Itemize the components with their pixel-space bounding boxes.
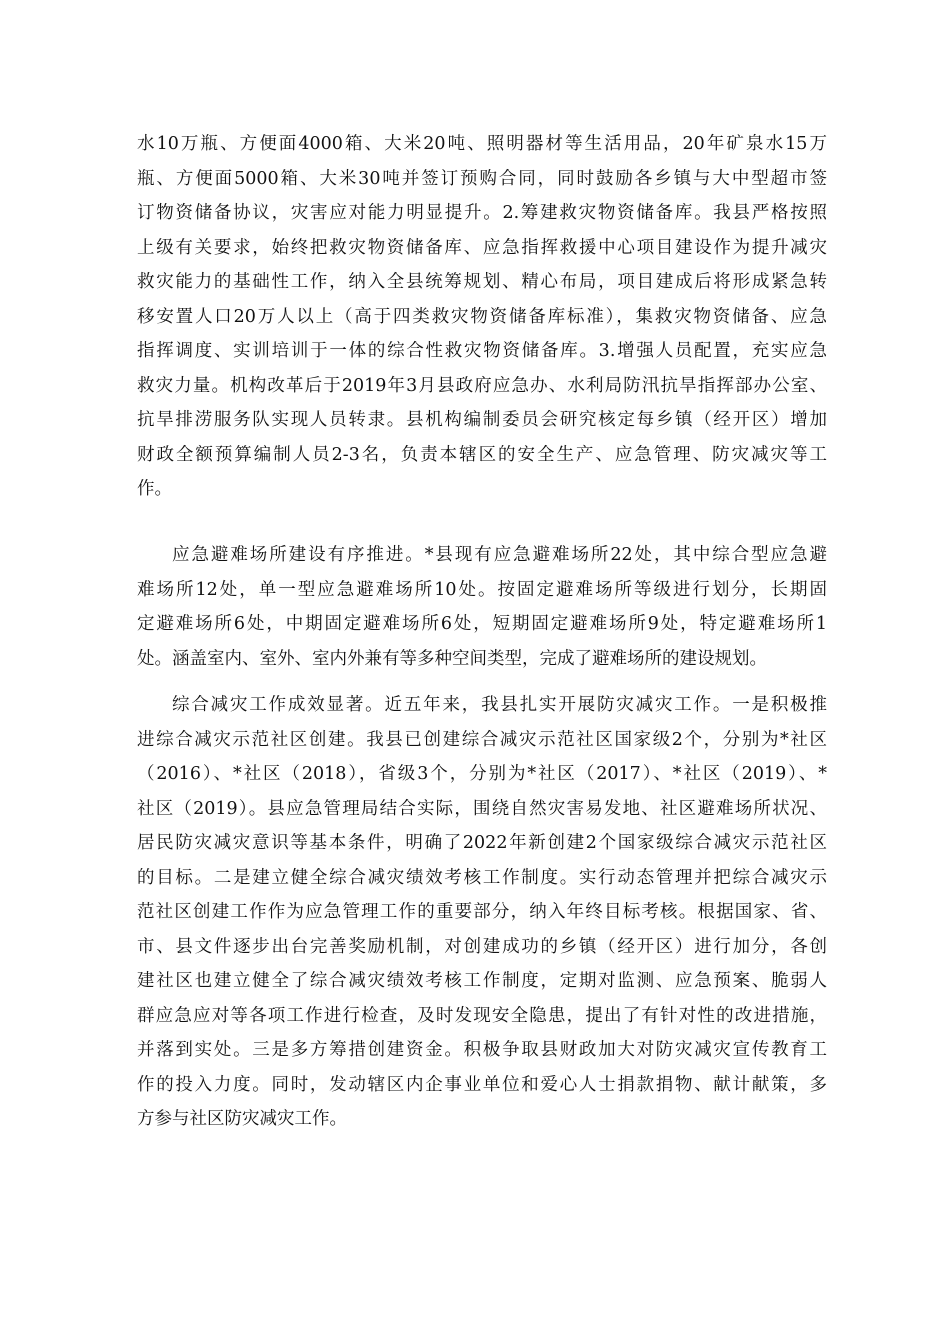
text-line: 群应急应对等各项工作进行检查，及时发现安全隐患，提出了有针对性的改进措施， bbox=[137, 1005, 827, 1026]
text-line: 应急避难场所建设有序推进。*县现有应急避难场所22处，其中综合型应急避 bbox=[172, 545, 827, 565]
text-line: 范社区创建工作作为应急管理工作的重要部分，纳入年终目标考核。根据国家、省、 bbox=[137, 902, 827, 922]
text-line: 救灾能力的基础性工作，纳入全县统筹规划、精心布局，项目建成后将形成紧急转 bbox=[137, 272, 827, 292]
text-line: 居民防灾减灾意识等基本条件，明确了2022年新创建2个国家级综合减灾示范社区 bbox=[137, 833, 827, 853]
text-line: 市、县文件逐步出台完善奖励机制，对创建成功的乡镇（经开区）进行加分，各创 bbox=[137, 936, 827, 957]
text-line: 作的投入力度。同时，发动辖区内企事业单位和爱心人士捐款捐物、献计献策，多 bbox=[137, 1074, 827, 1095]
paragraph-shelters bbox=[137, 538, 827, 676]
text-line: 社区（2019）。县应急管理局结合实际，围绕自然灾害易发地、社区避难场所状况、 bbox=[137, 798, 827, 819]
text-line: 移安置人口20万人以上（高于四类救灾物资储备库标准），集救灾物资储备、应急 bbox=[137, 306, 827, 327]
text-line: （2016）、*社区（2018），省级3个，分别为*社区（2017）、*社区（2019）、* bbox=[137, 764, 827, 784]
text-line: 建社区也建立健全了综合减灾绩效考核工作制度，定期对监测、应急预案、脆弱人 bbox=[137, 971, 827, 991]
text-line: 并落到实处。三是多方筹措创建资金。积极争取县财政加大对防灾减灾宣传教育工 bbox=[137, 1040, 827, 1060]
text-line: 财政全额预算编制人员2-3名，负责本辖区的安全生产、应急管理、防灾减灾等工 bbox=[137, 444, 827, 465]
text-line: 作。 bbox=[137, 479, 172, 499]
text-line: 水10万瓶、方便面4000箱、大米20吨、照明器材等生活用品，20年矿泉水15万 bbox=[137, 134, 827, 154]
text-line: 处。涵盖室内、室外、室内外兼有等多种空间类型，完成了避难场所的建设规划。 bbox=[137, 648, 767, 669]
text-line: 瓶、方便面5000箱、大米30吨并签订预购合同，同时鼓励各乡镇与大中型超市签 bbox=[137, 168, 827, 189]
text-line: 的目标。二是建立健全综合减灾绩效考核工作制度。实行动态管理并把综合减灾示 bbox=[137, 867, 827, 888]
text-line: 方参与社区防灾减灾工作。 bbox=[137, 1109, 347, 1129]
paragraph-material-reserves bbox=[137, 127, 827, 507]
text-line: 救灾力量。机构改革后于2019年3月县政府应急办、水利局防汛抗旱指挥部办公室、 bbox=[137, 375, 827, 396]
paragraph-disaster-reduction bbox=[137, 688, 827, 1137]
text-line: 订物资储备协议，灾害应对能力明显提升。2.筹建救灾物资储备库。我县严格按照 bbox=[137, 203, 827, 223]
text-line: 上级有关要求，始终把救灾物资储备库、应急指挥救援中心项目建设作为提升减灾 bbox=[137, 237, 827, 258]
text-line: 抗旱排涝服务队实现人员转隶。县机构编制委员会研究核定每乡镇（经开区）增加 bbox=[137, 410, 827, 430]
text-line: 定避难场所6处，中期固定避难场所6处，短期固定避难场所9处，特定避难场所1 bbox=[137, 614, 827, 634]
text-line: 进综合减灾示范社区创建。我县已创建综合减灾示范社区国家级2个，分别为*社区 bbox=[137, 729, 827, 750]
text-line: 指挥调度、实训培训于一体的综合性救灾物资储备库。3.增强人员配置，充实应急 bbox=[137, 341, 827, 361]
text-line: 综合减灾工作成效显著。近五年来，我县扎实开展防灾减灾工作。一是积极推 bbox=[172, 695, 827, 715]
text-line: 难场所12处，单一型应急避难场所10处。按固定避难场所等级进行划分，长期固 bbox=[137, 579, 827, 600]
